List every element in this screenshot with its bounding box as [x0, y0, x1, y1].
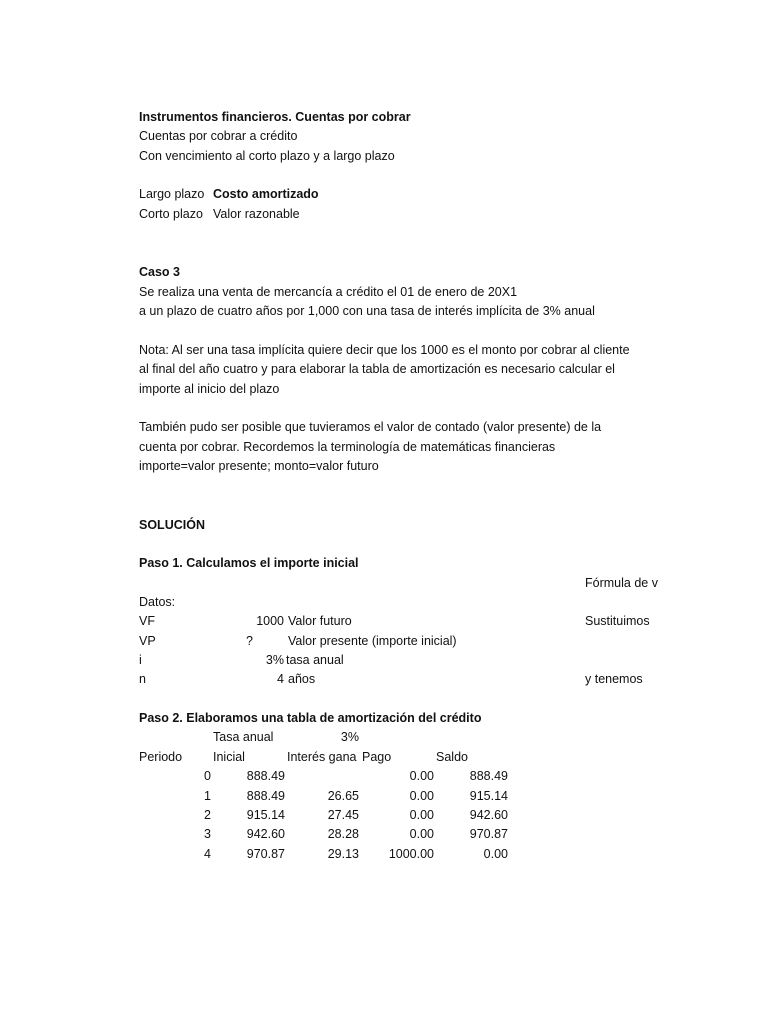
- data-description: años: [288, 672, 316, 686]
- table-cell-periodo: 3: [204, 827, 211, 841]
- paragraph-text: También pudo ser posible que tuvieramos el valor de contado (valor presente) de la: [139, 420, 602, 434]
- classification-value: Costo amortizado: [213, 187, 319, 201]
- document-title: Instrumentos financieros. Cuentas por cobrar: [139, 110, 411, 124]
- subtitle-line: Con vencimiento al corto plazo y a largo plazo: [139, 149, 395, 163]
- data-label: Datos:: [139, 595, 176, 609]
- table-cell-periodo: 1: [204, 789, 211, 803]
- subtitle-line: Cuentas por cobrar a crédito: [139, 129, 298, 143]
- rate-value: 3%: [340, 730, 359, 744]
- column-header: Saldo: [436, 750, 468, 764]
- note-text: al final del año cuatro y para elaborar la tabla de amortización es necesario calcular el: [139, 362, 615, 376]
- data-value: 4: [277, 672, 284, 686]
- table-cell-interes: 29.13: [327, 847, 359, 861]
- data-description: Valor futuro: [288, 614, 352, 628]
- table-cell-periodo: 2: [204, 808, 211, 822]
- step1-title: Paso 1. Calculamos el importe inicial: [139, 556, 359, 570]
- formula-label: Fórmula de v: [585, 576, 658, 590]
- table-cell-interes: 28.28: [327, 827, 359, 841]
- data-value: ?: [246, 634, 253, 648]
- table-cell-interes: 27.45: [327, 808, 359, 822]
- note-text: Nota: Al ser una tasa implícita quiere decir que los 1000 es el monto por cobrar al cliente: [139, 343, 630, 357]
- paragraph-text: importe=valor presente; monto=valor futuro: [139, 459, 379, 473]
- table-cell-pago: 0.00: [409, 789, 434, 803]
- table-cell-inicial: 970.87: [246, 847, 285, 861]
- column-header: Periodo: [139, 750, 183, 764]
- column-header: Pago: [362, 750, 392, 764]
- table-cell-pago: 0.00: [409, 827, 434, 841]
- result-label: y tenemos: [585, 672, 643, 686]
- table-cell-periodo: 0: [204, 769, 211, 783]
- classification-label: Largo plazo: [139, 187, 205, 201]
- case-title: Caso 3: [139, 265, 180, 279]
- classification-label: Corto plazo: [139, 207, 203, 221]
- solution-heading: SOLUCIÓN: [139, 518, 205, 532]
- data-description: tasa anual: [286, 653, 344, 667]
- table-cell-inicial: 888.49: [246, 789, 285, 803]
- data-value: 3%: [265, 653, 284, 667]
- case-text: a un plazo de cuatro años por 1,000 con una tasa de interés implícita de 3% anual: [139, 304, 595, 318]
- table-cell-saldo: 888.49: [469, 769, 508, 783]
- table-cell-saldo: 970.87: [469, 827, 508, 841]
- rate-label: Tasa anual: [213, 730, 274, 744]
- table-cell-pago: 0.00: [409, 808, 434, 822]
- table-cell-pago: 0.00: [409, 769, 434, 783]
- note-text: importe al inicio del plazo: [139, 382, 280, 396]
- table-cell-saldo: 0.00: [483, 847, 508, 861]
- column-header: Interés gana: [287, 750, 357, 764]
- substitute-label: Sustituimos: [585, 614, 650, 628]
- case-text: Se realiza una venta de mercancía a crédito el 01 de enero de 20X1: [139, 285, 518, 299]
- table-cell-periodo: 4: [204, 847, 211, 861]
- table-cell-inicial: 888.49: [246, 769, 285, 783]
- table-cell-interes: 26.65: [327, 789, 359, 803]
- column-header: Inicial: [213, 750, 245, 764]
- data-symbol: VF: [139, 614, 155, 628]
- data-symbol: i: [139, 653, 142, 667]
- data-symbol: VP: [139, 634, 156, 648]
- classification-value: Valor razonable: [213, 207, 300, 221]
- data-symbol: n: [139, 672, 146, 686]
- data-value: 1000: [256, 614, 284, 628]
- table-cell-inicial: 942.60: [246, 827, 285, 841]
- data-description: Valor presente (importe inicial): [288, 634, 457, 648]
- paragraph-text: cuenta por cobrar. Recordemos la terminología de matemáticas financieras: [139, 440, 556, 454]
- table-cell-pago: 1000.00: [388, 847, 434, 861]
- table-cell-saldo: 942.60: [469, 808, 508, 822]
- step2-title: Paso 2. Elaboramos una tabla de amortización del crédito: [139, 711, 482, 725]
- table-cell-saldo: 915.14: [469, 789, 508, 803]
- table-cell-inicial: 915.14: [246, 808, 285, 822]
